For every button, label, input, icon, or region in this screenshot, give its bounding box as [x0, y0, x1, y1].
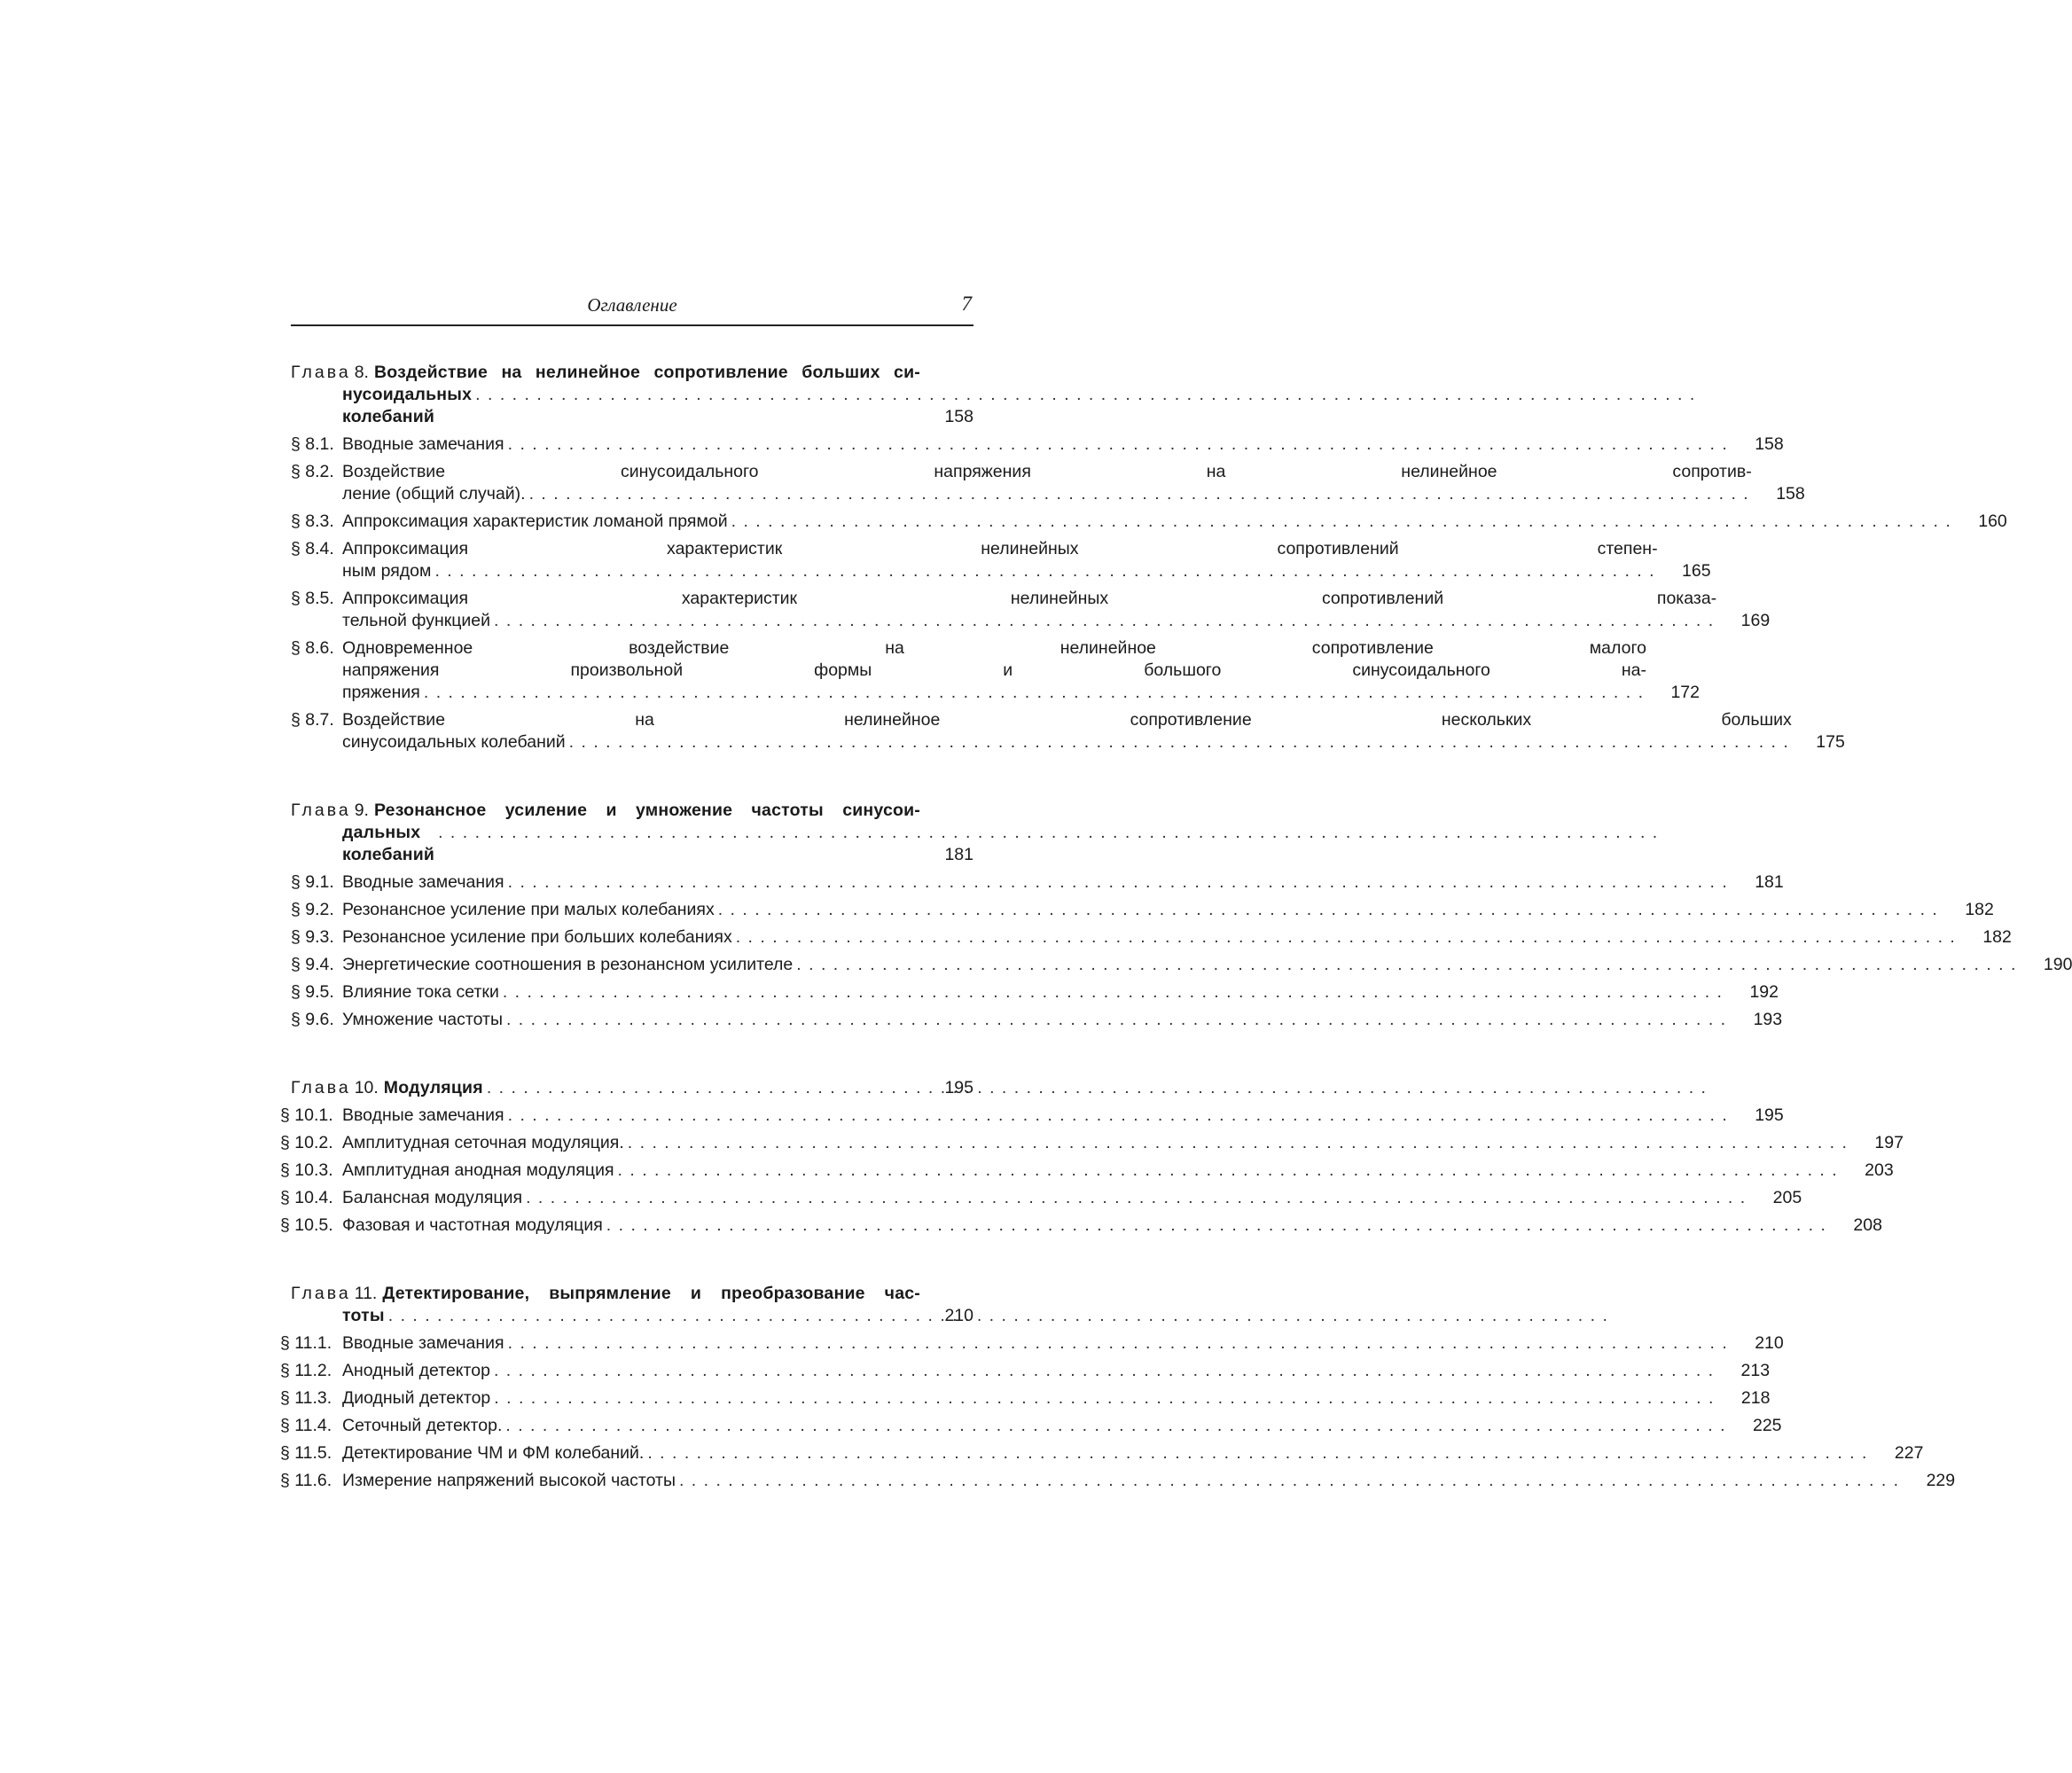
dot-leader: [508, 433, 1727, 456]
section-page-number: 210: [1755, 1333, 1784, 1353]
section-entry[interactable]: [291, 709, 1845, 754]
section-number: § 9.6.: [291, 1010, 334, 1029]
chapter-entry[interactable]: [291, 1283, 973, 1327]
dot-leader: [606, 1215, 1826, 1237]
section-number: § 10.3.: [280, 1160, 333, 1180]
toc-page: [280, 293, 2072, 1497]
section-title: Вводные замечания: [342, 1105, 504, 1125]
section-page-number: 169: [1740, 611, 1771, 630]
section-title: синусоидальных колебаний: [342, 732, 566, 752]
section-title: Балансная модуляция: [342, 1188, 523, 1207]
section-number: § 11.3.: [280, 1388, 332, 1408]
section-number: § 8.7.: [291, 710, 334, 730]
dot-leader: [526, 1187, 1745, 1209]
section-number: § 10.1.: [280, 1105, 333, 1125]
section-entry[interactable]: [280, 1105, 1784, 1127]
section-title-block: [342, 1415, 1782, 1437]
dot-leader: [506, 1009, 1725, 1031]
section-title-last-line: [342, 1187, 1748, 1209]
section-entry[interactable]: [280, 1187, 1802, 1209]
section-title-block: [342, 461, 1805, 505]
section-entry[interactable]: [291, 637, 1700, 704]
section-entry[interactable]: [291, 926, 2012, 949]
section-entry[interactable]: [291, 954, 2072, 976]
section-page-number: 227: [1894, 1443, 1924, 1463]
dot-leader: [736, 926, 1955, 949]
section-entry[interactable]: [280, 1415, 1782, 1437]
section-title-last-line: [342, 954, 2019, 976]
section-title: Умножение частоты: [342, 1010, 503, 1029]
section-title-block: [342, 1360, 1770, 1382]
section-number: § 11.4.: [280, 1416, 332, 1435]
section-title-block: [342, 954, 2072, 976]
section-entry[interactable]: [280, 1387, 1771, 1410]
dot-leader: [505, 1415, 1724, 1437]
section-number: § 8.6.: [291, 638, 334, 658]
section-entry[interactable]: [280, 1470, 1956, 1492]
chapter-title: Модуляция: [383, 1078, 483, 1097]
section-title: Сеточный детектор.: [342, 1416, 503, 1435]
chapter-title: Воздействие на нелинейное сопротивление больших си-: [373, 363, 920, 382]
section-title: Детектирование ЧМ и ФМ колебаний.: [342, 1443, 645, 1463]
chapter-page-number: 158: [944, 407, 973, 426]
section-title-last-line: [342, 1160, 1841, 1182]
section-number: § 10.4.: [280, 1188, 333, 1207]
section-title-last-line: [342, 1470, 1902, 1492]
section-number: § 8.1.: [291, 434, 334, 454]
dot-leader: [434, 560, 1654, 582]
chapter-title: Детектирование, выпрямление и преобразование час-: [382, 1284, 920, 1303]
section-page-number: 160: [1978, 512, 2007, 531]
section-page-number: 195: [1755, 1105, 1784, 1125]
running-head-title: Оглавление: [587, 294, 677, 316]
chapter-entry[interactable]: [291, 1077, 973, 1099]
section-title-last-line: [342, 926, 1959, 949]
section-title: Амплитудная сеточная модуляция.: [342, 1133, 624, 1152]
section-number: § 8.4.: [291, 539, 334, 558]
section-page-number: 205: [1772, 1188, 1802, 1207]
section-number: § 8.5.: [291, 589, 334, 608]
chapter-heading-line: [291, 1077, 920, 1099]
section-title-line: Воздействие синусоидального напряжения на нелинейное сопротив-: [342, 462, 1752, 481]
section-entry[interactable]: [280, 1132, 1904, 1154]
section-number: § 8.3.: [291, 512, 334, 531]
section-title-last-line: [342, 483, 1752, 505]
section-entry[interactable]: [280, 1160, 1894, 1182]
section-number: § 9.3.: [291, 927, 334, 947]
section-title-block: [342, 1132, 1904, 1154]
dot-leader: [508, 871, 1727, 894]
section-title-block: [342, 1160, 1894, 1182]
chapter-number: 8.: [354, 363, 369, 382]
section-title-block: [342, 709, 1845, 754]
chapter-heading-continuation: [291, 822, 920, 866]
section-page-number: 203: [1865, 1160, 1894, 1180]
dot-leader: [424, 682, 1643, 704]
dot-leader: [731, 511, 1951, 533]
section-title: Диодный детектор: [342, 1388, 491, 1408]
section-number: § 10.5.: [280, 1215, 333, 1235]
section-title-last-line: [342, 1442, 1870, 1464]
section-title-line: Аппроксимация характеристик нелинейных сопротивлений степен-: [342, 539, 1658, 558]
section-title-block: [342, 899, 1994, 921]
section-title-block: [342, 637, 1700, 704]
section-number: § 11.6.: [280, 1471, 332, 1490]
chapter-entry[interactable]: [291, 800, 973, 866]
dot-leader: [494, 1360, 1713, 1382]
chapter-title: Резонансное усиление и умножение частоты синусои-: [373, 801, 920, 820]
section-title: Энергетические соотношения в резонансном усилителе: [342, 955, 794, 974]
section-entry[interactable]: [280, 1332, 1784, 1355]
section-title-block: [342, 871, 1784, 894]
section-title-block: [342, 1332, 1784, 1355]
section-number: § 9.1.: [291, 872, 334, 892]
section-page-number: 182: [1965, 900, 1994, 919]
section-title-line: Воздействие на нелинейное сопротивление нескольких больших: [342, 710, 1792, 730]
section-page-number: 158: [1776, 484, 1805, 504]
chapter-page-number: 181: [944, 845, 973, 864]
section-title-last-line: [342, 1105, 1731, 1127]
section-title: ным рядом: [342, 561, 432, 581]
section-title-line: Одновременное воздействие на нелинейное сопротивление малого: [342, 638, 1646, 658]
dot-leader: [718, 899, 1937, 921]
section-title: Вводные замечания: [342, 434, 504, 454]
section-title-block: [342, 588, 1770, 632]
dot-leader: [628, 1132, 1847, 1154]
section-number: § 11.1.: [280, 1333, 332, 1353]
section-page-number: 158: [1755, 434, 1784, 454]
section-title: ление (общий случай).: [342, 484, 526, 504]
chapter-heading-continuation: [291, 384, 920, 428]
dot-leader: [618, 1160, 1837, 1182]
section-title-last-line: [342, 731, 1792, 754]
section-number: § 11.2.: [280, 1361, 332, 1380]
section-number: § 9.5.: [291, 982, 334, 1002]
chapter-heading-line: [291, 800, 920, 822]
section-title: Измерение напряжений высокой частоты: [342, 1471, 676, 1490]
dot-leader: [679, 1470, 1898, 1492]
section-title-last-line: [342, 1387, 1716, 1410]
section-title-block: [342, 1009, 1782, 1031]
section-title-last-line: [342, 511, 1954, 533]
chapter-label: Глава: [291, 1078, 351, 1097]
section-entry[interactable]: [280, 1360, 1771, 1382]
section-title: Фазовая и частотная модуляция: [342, 1215, 603, 1235]
chapter-block: [280, 1283, 1956, 1492]
section-title-last-line: [342, 981, 1725, 1004]
section-entry[interactable]: [291, 981, 1779, 1004]
section-page-number: 197: [1874, 1133, 1904, 1152]
section-entry[interactable]: [291, 538, 1711, 582]
section-title-block: [342, 1387, 1770, 1410]
section-title-last-line: [342, 1009, 1729, 1031]
section-title: тельной функцией: [342, 611, 491, 630]
dot-leader: [475, 384, 1694, 406]
section-page-number: 181: [1755, 872, 1784, 892]
dot-leader: [508, 1105, 1727, 1127]
chapter-entry[interactable]: [291, 362, 973, 428]
section-title-last-line: [342, 871, 1731, 894]
section-title-last-line: [342, 1132, 1850, 1154]
section-page-number: 218: [1740, 1388, 1771, 1408]
chapter-block: [291, 800, 2072, 1031]
dot-leader: [494, 1387, 1713, 1410]
section-title: Аппроксимация характеристик ломаной прямой: [342, 512, 728, 531]
section-entry[interactable]: [291, 461, 1805, 505]
section-title: пряжения: [342, 683, 420, 702]
section-entry[interactable]: [291, 899, 1994, 921]
section-entry[interactable]: [291, 511, 2007, 533]
chapter-heading-line: [291, 1283, 920, 1305]
section-title-last-line: [342, 610, 1716, 632]
section-title-last-line: [342, 1332, 1731, 1355]
section-title: Резонансное усиление при больших колебаниях: [342, 927, 732, 947]
section-title: Анодный детектор: [342, 1361, 490, 1380]
table-of-contents: [280, 362, 2072, 1492]
section-title-block: [342, 926, 2012, 949]
section-title-block: [342, 1105, 1784, 1127]
section-entry[interactable]: [291, 433, 1784, 456]
chapter-number: 9.: [354, 801, 369, 820]
section-page-number: 175: [1816, 732, 1845, 752]
section-title-block: [342, 433, 1784, 456]
chapter-label: Глава: [291, 363, 351, 382]
chapter-label: Глава: [291, 801, 351, 820]
chapter-block: [280, 1077, 1904, 1237]
chapter-title-continuation: нусоидальных колебаний: [342, 385, 473, 426]
section-title-line: Аппроксимация характеристик нелинейных сопротивлений показа-: [342, 589, 1717, 608]
chapter-number: 10.: [354, 1078, 379, 1097]
section-title: Вводные замечания: [342, 1333, 504, 1353]
section-title-block: [342, 981, 1779, 1004]
chapter-title-continuation: дальных колебаний: [342, 823, 435, 864]
section-number: § 10.2.: [280, 1133, 333, 1152]
chapter-page-number: 195: [944, 1078, 973, 1097]
section-page-number: 208: [1853, 1215, 1882, 1235]
section-page-number: 225: [1752, 1416, 1782, 1435]
section-title-last-line: [342, 899, 1941, 921]
section-number: § 8.2.: [291, 462, 334, 481]
chapter-title-continuation: тоты: [342, 1306, 385, 1325]
section-title-line: напряжения произвольной формы и большого синусоидального на-: [342, 660, 1646, 680]
dot-leader: [647, 1442, 1866, 1464]
section-title-last-line: [342, 1215, 1829, 1237]
section-title: Амплитудная анодная модуляция: [342, 1160, 614, 1180]
section-title-block: [342, 1187, 1802, 1209]
section-entry[interactable]: [291, 588, 1771, 632]
chapter-page-number: 210: [944, 1306, 973, 1325]
section-title-last-line: [342, 682, 1646, 704]
running-head: [291, 293, 973, 326]
section-page-number: 165: [1682, 561, 1711, 581]
section-page-number: 213: [1740, 1361, 1771, 1380]
section-title-block: [342, 1442, 1923, 1464]
chapter-label: Глава: [291, 1284, 351, 1303]
section-page-number: 182: [1982, 927, 2012, 947]
section-entry[interactable]: [280, 1215, 1882, 1237]
section-page-number: 192: [1749, 982, 1779, 1002]
dot-leader: [529, 483, 1748, 505]
section-title-block: [342, 511, 2007, 533]
chapter-number: 11.: [354, 1284, 378, 1303]
section-title-block: [342, 1470, 1955, 1492]
section-page-number: 190: [2043, 955, 2072, 974]
section-title-last-line: [342, 1360, 1716, 1382]
dot-leader: [796, 954, 2015, 976]
chapter-heading-line: [291, 362, 920, 384]
chapter-heading-continuation: [291, 1305, 920, 1327]
section-title: Вводные замечания: [342, 872, 504, 892]
dot-leader: [569, 731, 1788, 754]
section-title-last-line: [342, 1415, 1729, 1437]
section-title-block: [342, 1215, 1882, 1237]
dot-leader: [487, 1077, 1706, 1099]
section-page-number: 193: [1753, 1010, 1783, 1029]
dot-leader: [508, 1332, 1727, 1355]
section-title: Влияние тока сетки: [342, 982, 499, 1002]
section-title-block: [342, 538, 1711, 582]
dot-leader: [438, 822, 1657, 844]
section-title-last-line: [342, 433, 1731, 456]
dot-leader: [388, 1305, 1607, 1327]
dot-leader: [503, 981, 1722, 1004]
section-number: § 9.2.: [291, 900, 334, 919]
section-entry[interactable]: [280, 1442, 1924, 1464]
chapter-block: [291, 362, 2007, 754]
section-page-number: 172: [1670, 683, 1700, 702]
section-title-last-line: [342, 560, 1658, 582]
dot-leader: [494, 610, 1713, 632]
page-number: 7: [961, 293, 972, 315]
section-entry[interactable]: [291, 871, 1784, 894]
section-number: § 9.4.: [291, 955, 334, 974]
section-number: § 11.5.: [280, 1443, 332, 1463]
section-page-number: 229: [1926, 1471, 1956, 1490]
section-title: Резонансное усиление при малых колебаниях: [342, 900, 715, 919]
section-entry[interactable]: [291, 1009, 1783, 1031]
